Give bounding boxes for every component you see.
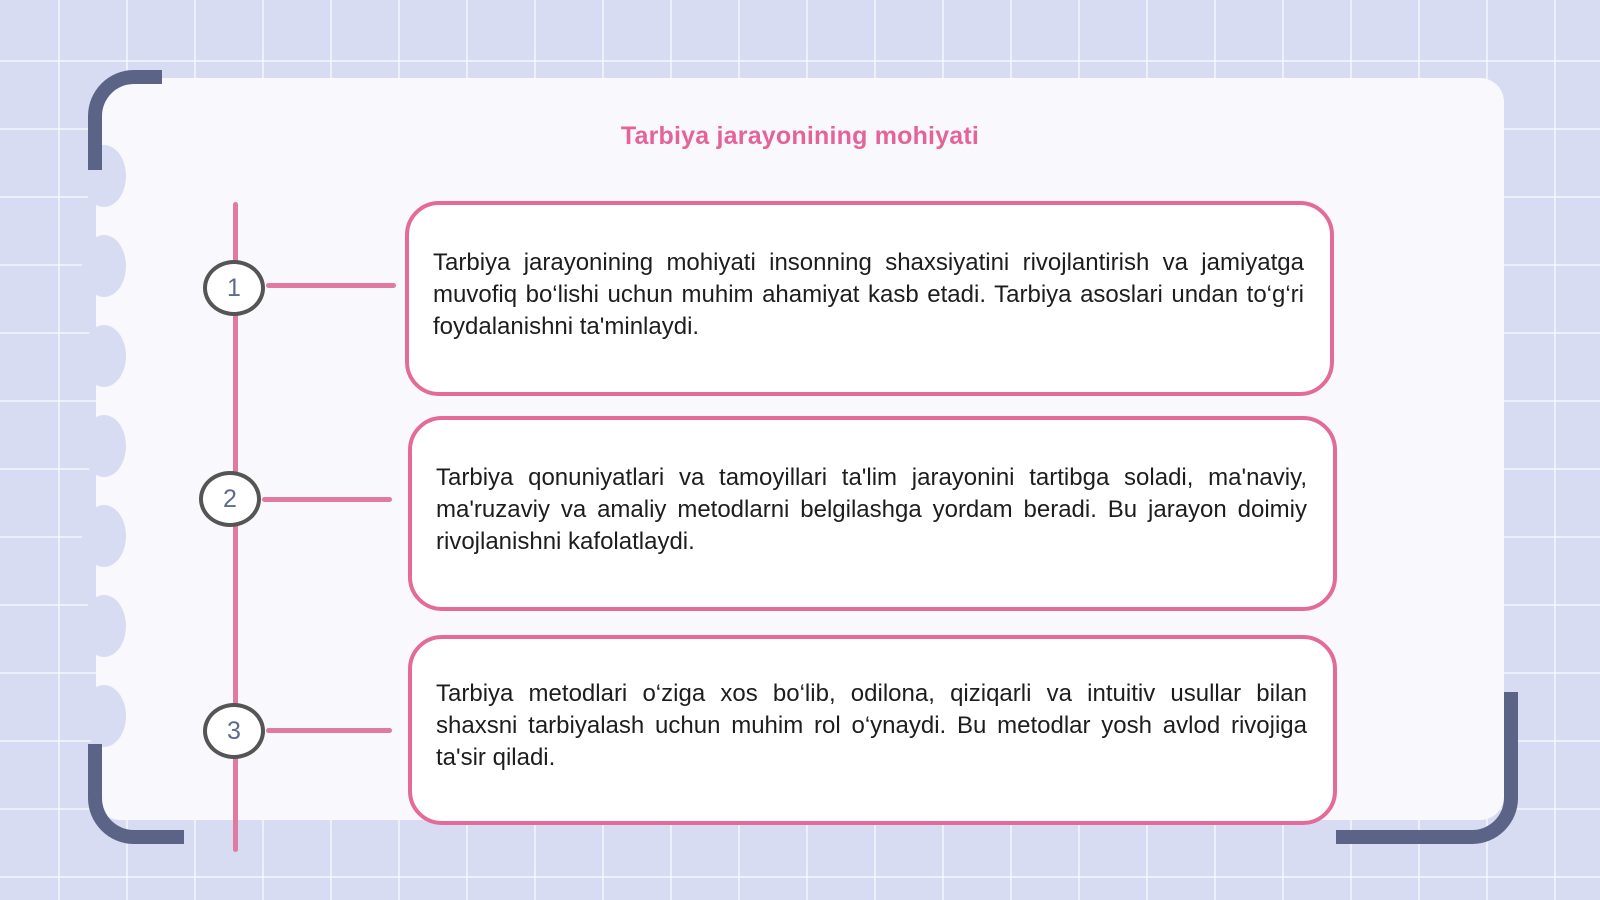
- notebook-edge-notch: [82, 685, 126, 747]
- slide-title: Tarbiya jarayonining mohiyati: [620, 122, 980, 150]
- notebook-edge-notch: [82, 325, 126, 387]
- connector-line-2: [262, 497, 392, 502]
- step-text-3: Tarbiya metodlari o‘ziga xos bo‘lib, odilona, qiziqarli va intuitiv usullar bilan shaxsni tarbiyalash uchun muhim rol o‘ynaydi. Bu metodlar yosh avlod rivojiga ta'sir qiladi.: [436, 680, 1307, 771]
- connector-line-3: [266, 728, 392, 733]
- step-text-2: Tarbiya qonuniyatlari va tamoyillari ta'lim jarayonini tartibga soladi, ma'naviy, ma'ruzaviy va amaliy metodlarni belgilashga yordam beradi. Bu jarayon doimiy rivojlanishni kafolatlaydi.: [436, 463, 1307, 555]
- notebook-edge-notch: [82, 415, 126, 477]
- step-number-3: 3: [203, 703, 265, 759]
- step-number-1: 1: [203, 260, 265, 316]
- step-text-1: Tarbiya jarayonining mohiyati insonning shaxsiyatini rivojlantirish va jamiyatga muvofiq bo‘lishi uchun muhim ahamiyat kasb etadi. Tarbiya asoslari undan to‘g‘ri foydalanishni ta'minlaydi.: [433, 248, 1304, 340]
- notebook-edge-notch: [82, 505, 126, 567]
- corner-bracket-top-left: [88, 70, 162, 170]
- notebook-edge-notch: [82, 235, 126, 297]
- step-number-2: 2: [199, 471, 261, 527]
- step-card-1: [405, 201, 1334, 396]
- step-card-3: [408, 635, 1337, 825]
- corner-bracket-bottom-left: [88, 744, 184, 844]
- corner-bracket-bottom-right: [1336, 692, 1518, 844]
- connector-line-1: [266, 283, 396, 288]
- notebook-edge-notch: [82, 595, 126, 657]
- step-card-2: [408, 416, 1337, 611]
